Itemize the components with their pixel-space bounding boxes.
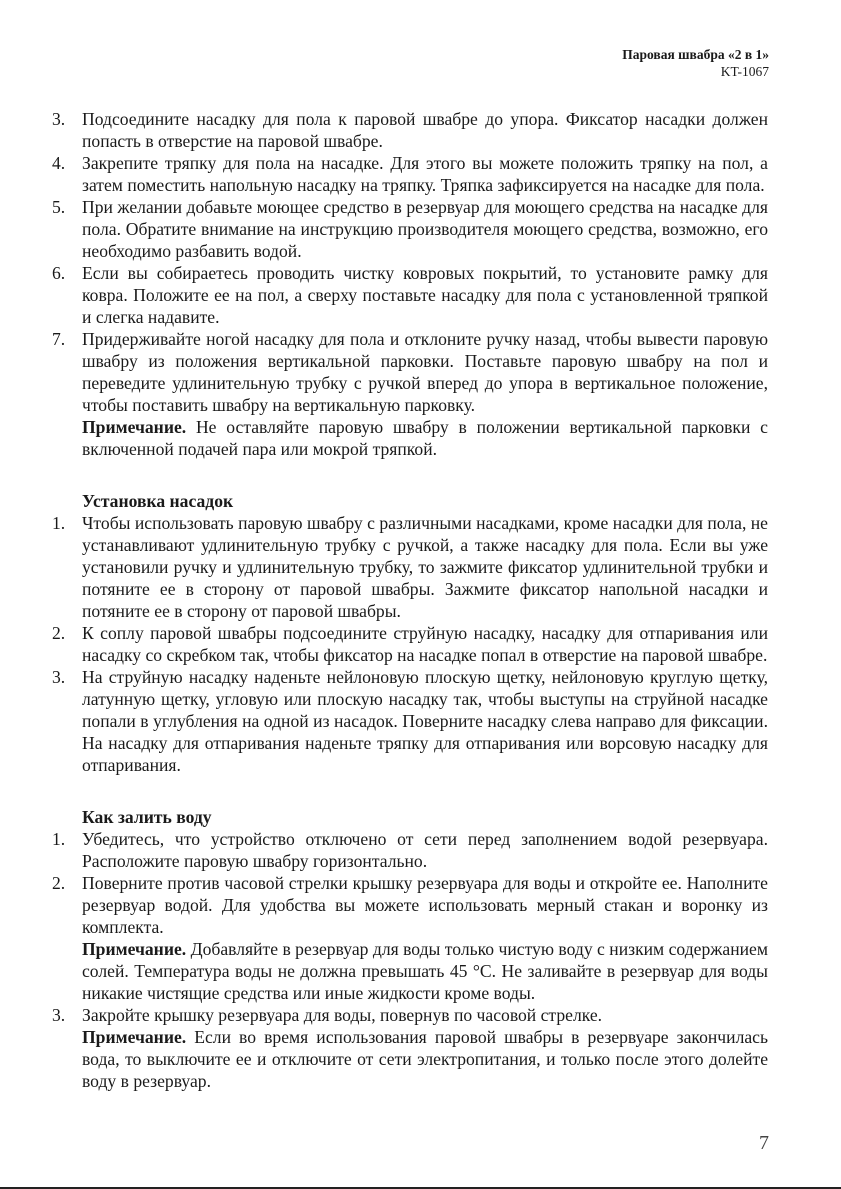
note-text: Не оставляйте паровую швабру в положении вертикальной парковки с включенной подачей пара или мокрой тряпкой.	[82, 417, 768, 459]
list-item	[52, 666, 768, 776]
list-item-number: 5.	[52, 197, 66, 217]
list-item-text: Если вы собираетесь проводить чистку ковровых покрытий, то установите рамку для ковра. Положите ее на пол, а сверху поставьте насадку для пола с установленной тряпкой и слегка надавите.	[82, 263, 768, 327]
note-text: Если во время использования паровой швабры в резервуаре закончилась вода, то выключите ее и отключите от сети электропитания, и только после этого долейте воду в резервуар.	[82, 1027, 768, 1091]
note-paragraph	[82, 1026, 768, 1092]
list-item	[52, 108, 768, 152]
list-item-number: 1.	[52, 829, 66, 849]
list-item	[52, 512, 768, 622]
list-item-text: Придерживайте ногой насадку для пола и отклоните ручку назад, чтобы вывести паровую швабру из положения вертикальной парковки. Поставьте паровую швабру на пол и переведите удлинительную трубку с ручкой вперед до упора в вертикальное положение, чтобы поставить швабру на вертикальную парковку.	[82, 329, 768, 415]
list-item-number: 3.	[52, 109, 66, 129]
list-item-number: 6.	[52, 263, 66, 283]
list-item-text: Подсоедините насадку для пола к паровой швабре до упора. Фиксатор насадки должен попасть в отверстие на паровой швабре.	[82, 109, 768, 151]
section-heading: Установка насадок	[82, 491, 234, 511]
list-item-text: Убедитесь, что устройство отключено от сети перед заполнением водой резервуара. Расположите паровую швабру горизонтально.	[82, 829, 768, 871]
list-item	[52, 1004, 768, 1092]
list-item-number: 2.	[52, 873, 66, 893]
list-item	[52, 828, 768, 872]
running-header	[622, 46, 769, 80]
page-number: 7	[759, 1132, 769, 1154]
list-item-text: При желании добавьте моющее средство в резервуар для моющего средства на насадке для пола. Обратите внимание на инструкцию производителя моющего средства, возможно, его необходимо разбавить водой.	[82, 197, 768, 261]
list-item	[52, 196, 768, 262]
list-item-number: 7.	[52, 329, 66, 349]
list-item	[52, 622, 768, 666]
list-item-text: Поверните против часовой стрелки крышку резервуара для воды и откройте ее. Наполните резервуар водой. Для удобства вы можете использовать мерный стакан и воронку из комплекта.	[82, 873, 768, 937]
header-model: KT-1067	[720, 64, 769, 79]
list-item-text: На струйную насадку наденьте нейлоновую плоскую щетку, нейлоновую круглую щетку, латунную щетку, угловую или плоскую насадку так, чтобы выступы на струйной насадке попали в углубления на одной из насадок. Поверните насадку слева направо для фиксации. На насадку для отпаривания наденьте тряпку для отпаривания или ворсовую насадку для отпаривания.	[82, 667, 768, 775]
section-heading: Как залить воду	[82, 807, 212, 827]
note-label: Примечание.	[82, 417, 187, 437]
list-item	[52, 262, 768, 328]
list-item	[52, 152, 768, 196]
list-item-number: 3.	[52, 1005, 66, 1025]
note-text: Добавляйте в резервуар для воды только чистую воду с низким содержанием солей. Температура воды не должна превышать 45 °C. Не заливайте в резервуар для воды никакие чистящие средства или иные жидкости кроме воды.	[82, 939, 768, 1003]
assembly-steps-list	[52, 108, 768, 460]
header-title: Паровая швабра «2 в 1»	[622, 47, 769, 62]
note-label: Примечание.	[82, 1027, 187, 1047]
page-content	[52, 108, 768, 1092]
attachments-steps-list	[52, 512, 768, 776]
water-fill-steps-list	[52, 828, 768, 1092]
list-item-number: 2.	[52, 623, 66, 643]
list-item-text: К соплу паровой швабры подсоедините струйную насадку, насадку для отпаривания или насадку со скребком так, чтобы фиксатор на насадке попал в отверстие на паровой швабре.	[82, 623, 768, 665]
list-item-text: Закрепите тряпку для пола на насадке. Для этого вы можете положить тряпку на пол, а затем поместить напольную насадку на тряпку. Тряпка зафиксируется на насадке для пола.	[82, 153, 768, 195]
note-paragraph	[82, 938, 768, 1004]
list-item	[52, 328, 768, 460]
list-item-text: Закройте крышку резервуара для воды, повернув по часовой стрелке.	[82, 1005, 603, 1025]
list-item	[52, 872, 768, 1004]
list-item-number: 4.	[52, 153, 66, 173]
list-item-number: 1.	[52, 513, 66, 533]
list-item-text: Чтобы использовать паровую швабру с различными насадками, кроме насадки для пола, не устанавливают удлинительную трубку с ручкой, а также насадку для пола. Если вы уже установили ручку и удлинительную трубку, то зажмите фиксатор удлинительной трубки и потяните ее в сторону от паровой швабры. Зажмите фиксатор напольной насадки и потяните ее в сторону от паровой швабры.	[82, 513, 768, 621]
note-label: Примечание.	[82, 939, 187, 959]
list-item-number: 3.	[52, 667, 66, 687]
note-paragraph	[82, 416, 768, 460]
